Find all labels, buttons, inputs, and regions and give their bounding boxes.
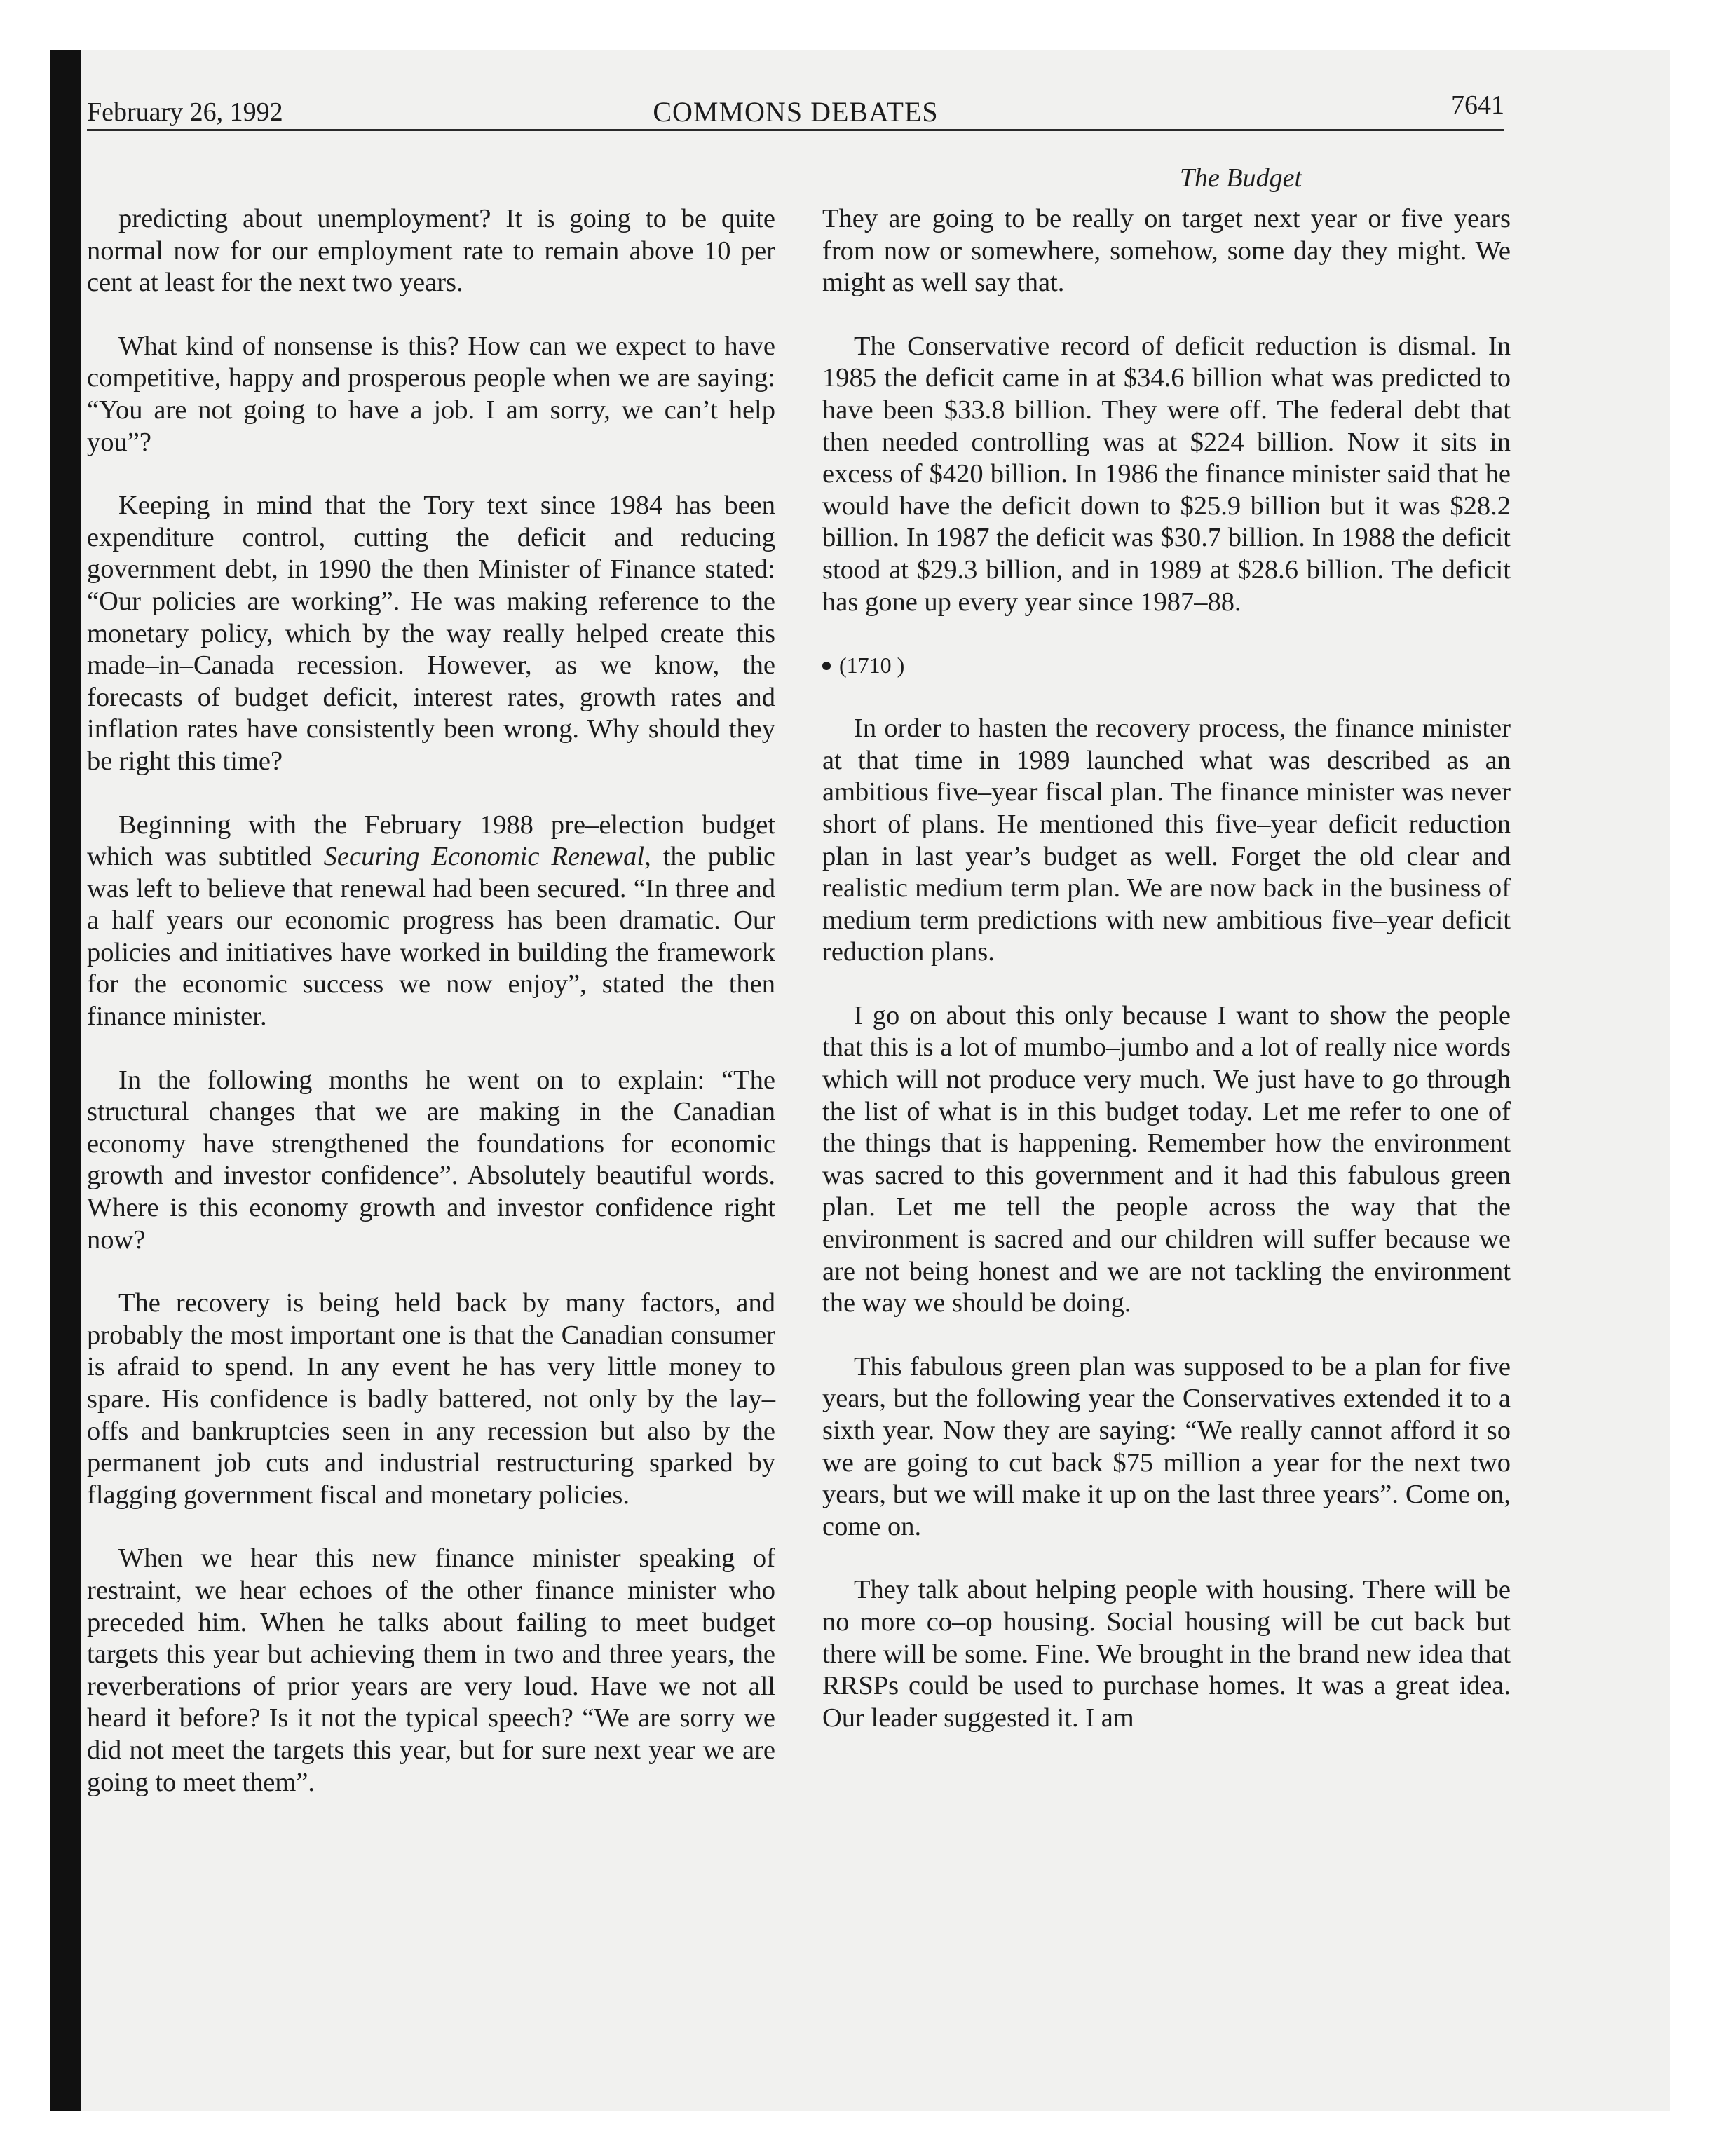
bullet-icon [822,662,831,670]
paragraph [87,810,775,1033]
paragraph: This fabulous green plan was supposed to be a plan for five years, but the following year the Conservatives extended it to a sixth year. Now they are saying: “We really cannot afford it so we are going to cut back $75 million a year for the next two years, but we will make it up on the last three years”. Come on, come on. [822,1351,1511,1541]
paragraph-text: , the public was left to believe that renewal had been secured. “In three and a half years our economic progress has been dramatic. Our policies and initiatives have worked in building the framework for the economic success we now enjoy”, stated the then finance minister. [87,842,775,1032]
paragraph: What kind of nonsense is this? How can we expect to have competitive, happy and prosperous people when we are saying: “You are not going to have a job. I am sorry, we can’t help you”? [87,331,775,457]
paragraph: They talk about helping people with housing. There will be no more co–op housing. Social housing will be cut back but there will be some. Fine. We brought in the brand new idea that RRSPs could be used to purchase homes. It was a great idea. Our leader suggested it. I am [822,1575,1511,1733]
header-date: February 26, 1992 [87,97,283,127]
page-header [87,90,1504,131]
paragraph: In order to hasten the recovery process, the finance minister at that time in 1989 launched what was described as an ambitious five–year fiscal plan. The finance minister was never short of plans. He mentioned this five–year deficit reduction plan in last year’s budget as well. Forget the old clear and realistic medium term plan. We are now back in the business of medium term predictions with new ambitious five–year deficit reduction plans. [822,714,1511,967]
paragraph: Keeping in mind that the Tory text since 1984 has been expenditure control, cutting the deficit and reducing government debt, in 1990 the then Minister of Finance stated: “Our policies are working”. He was making reference to the monetary policy, which by the way really helped create this made–in–Canada recession. However, as we know, the forecasts of budget deficit, interest rates, growth rates and inflation rates have consistently been wrong. Why should they be right this time? [87,491,775,776]
page-number: 7641 [1451,90,1504,120]
paragraph: In the following months he went on to explain: “The structural changes that we are making in the Canadian economy have strengthened the foundations for economic growth and investor confidence”. Absolutely beautiful words. Where is this economy growth and investor confidence right now? [87,1065,775,1255]
paragraph: They are going to be really on target next year or five years from now or somewhere, somehow, some day they might. We might as well say that. [822,204,1511,298]
right-column [822,203,1511,1766]
paragraph: predicting about unemployment? It is going to be quite normal now for our employment rate to remain above 10 per cent at least for the next two years. [87,204,775,298]
time-marker [822,650,1511,681]
paragraph: I go on about this only because I want to show the people that this is a lot of mumbo–jumbo and a lot of really nice words which will not produce very much. We just have to go through the list of what is in this budget today. Let me refer to one of the things that is happening. Remember how the environment was sacred to this government and it had this fabulous green plan. Let me tell the people across the way that the environment is sacred and our children will suffer because we are not being honest and we are not tackling the environment the way we should be doing. [822,1000,1511,1318]
header-title: COMMONS DEBATES [653,96,939,128]
paragraph: The recovery is being held back by many factors, and probably the most important one is that the Canadian consumer is afraid to spend. In any event he has very little money to spare. His confidence is badly battered, not only by the lay–offs and bankruptcies seen in any recession but also by the permanent job cuts and industrial restructuring sparked by flagging government fiscal and monetary policies. [87,1288,775,1510]
left-column [87,203,775,1830]
paragraph-text: Beginning with the February 1988 pre–election budget which was subtitled [87,810,775,872]
paragraph: When we hear this new finance minister speaking of restraint, we hear echoes of the other finance minister who preceded him. When he talks about failing to meet budget targets this year but achieving them in two and three years, the reverberations of prior years are very loud. Have we not all heard it before? Is it not the typical speech? “We are sorry we did not meet the targets this year, but for sure next year we are going to meet them”. [87,1543,775,1797]
paragraph: The Conservative record of deficit reduction is dismal. In 1985 the deficit came in at $34.6 billion what was predicted to have been $33.8 billion. They were off. The federal debt that then needed controlling was at $224 billion. Now it sits in excess of $420 billion. In 1986 the finance minister said that he would have the deficit down to $25.9 billion but it was $28.2 billion. In 1987 the deficit was $30.7 billion. In 1988 the deficit stood at $29.3 billion, and in 1989 at $28.6 billion. The deficit has gone up every year since 1987–88. [822,331,1511,617]
time-marker-text: (1710 ) [839,653,905,678]
section-heading: The Budget [1179,163,1302,193]
budget-subtitle: Securing Economic Renewal [323,842,645,872]
scan-edge [50,50,81,2111]
